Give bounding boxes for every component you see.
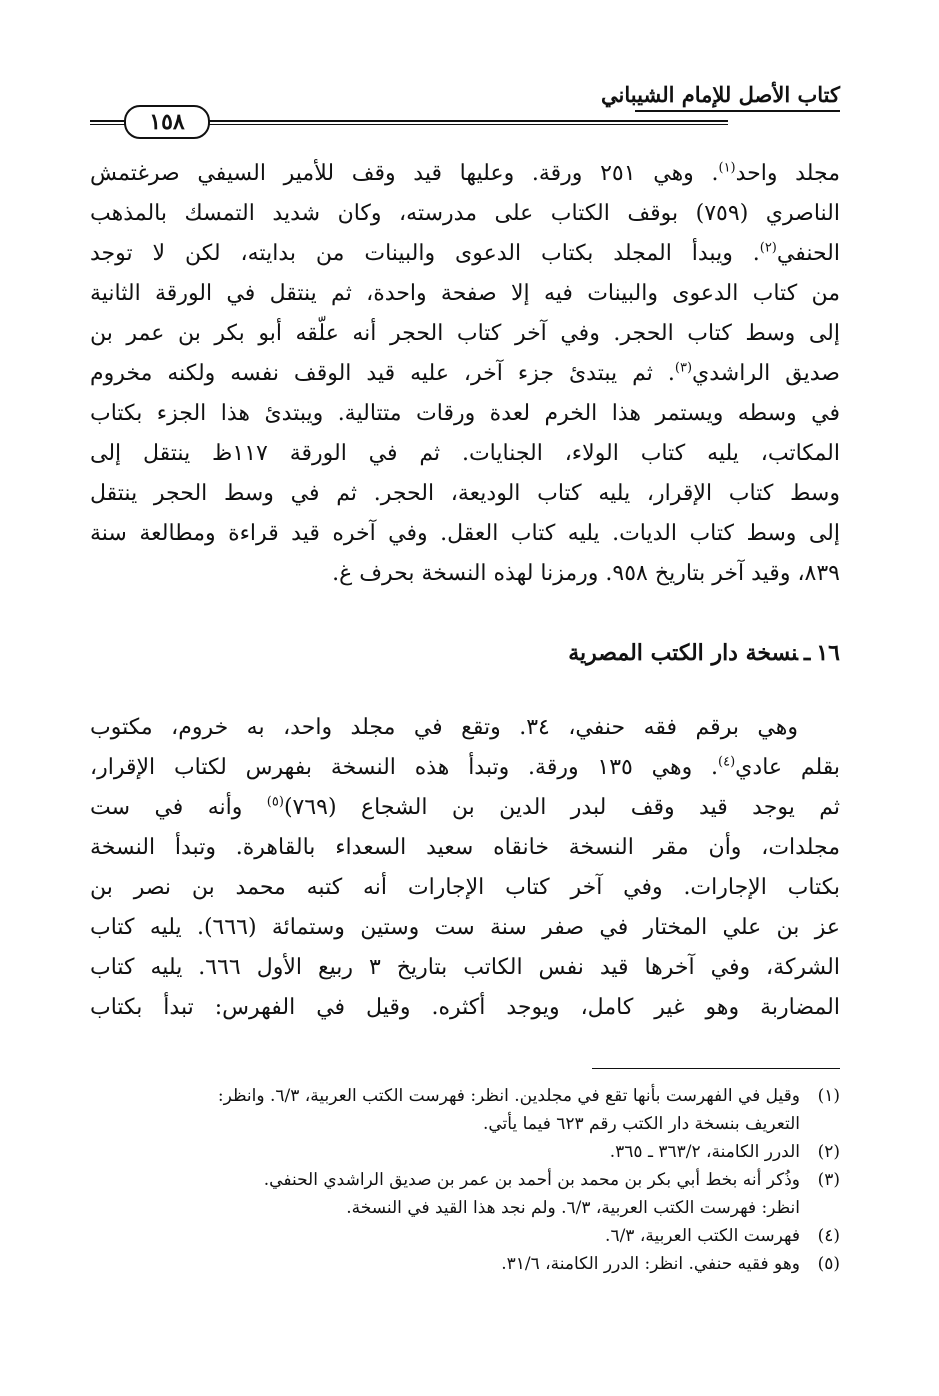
- text-line: صديق الراشدي$^{(٣)}$. ثم يبتدئ جزء آخر، عليه قيد الوقف نفسه ولكنه مخروم: [90, 360, 840, 386]
- running-title: كتاب الأصل للإمام الشيباني: [601, 82, 840, 107]
- section-heading: [568, 640, 840, 666]
- text-line: ٨٣٩، وقيد آخر بتاريخ ٩٥٨. ورمزنا لهذه النسخة بحرف غ.: [332, 561, 840, 586]
- footnote-text: الدرر الكامنة، ٣٦٣/٢ ـ ٣٦٥.: [609, 1142, 800, 1162]
- footnote-number: (٣): [817, 1170, 840, 1190]
- paragraph-egyptian-library: [90, 708, 840, 1028]
- book-page: [90, 60, 840, 1360]
- footnote-number: (٤): [817, 1226, 840, 1246]
- footnote-ref-4[interactable]: (٤): [718, 754, 736, 770]
- footnote-text: فهرست الكتب العربية، ٦/٣.: [605, 1226, 800, 1246]
- footnote-1: [90, 1082, 840, 1138]
- footnote-number: (٥): [817, 1254, 840, 1274]
- paragraph-manuscript-gh: [90, 154, 840, 594]
- text-line: وهي برقم فقه حنفي، ٣٤. وتقع في مجلد واحد، به خروم، مكتوب: [90, 715, 798, 740]
- text-line: الشركة، وفي آخرها قيد نفس الكاتب بتاريخ ٣ ربيع الأول ٦٦٦. يليه كتاب: [90, 955, 840, 980]
- footnote-ref-3[interactable]: (٣): [674, 360, 693, 376]
- section-dash: ـ: [803, 640, 811, 666]
- title-underline: [635, 110, 840, 112]
- footnote-3: [90, 1166, 840, 1222]
- text-line: وسط كتاب الإقرار، يليه كتاب الوديعة، الحجر. ثم في وسط الحجر ينتقل: [90, 481, 840, 506]
- text-line: في وسطه ويستمر هذا الخرم لعدة ورقات متتالية. ويبتدئ هذا الجزء بكتاب: [90, 401, 840, 426]
- section-number: ١٦: [816, 640, 840, 666]
- footnote-4: [90, 1222, 840, 1250]
- footnote-separator: [592, 1068, 840, 1069]
- footnote-2: [90, 1138, 840, 1166]
- text-line: الحنفي$^{(٢)}$. ويبدأ المجلد بكتاب الدعوى والبينات من بدايته، لكن لا توجد: [90, 240, 840, 266]
- footnote-ref-5[interactable]: (٥): [266, 794, 284, 810]
- text-line: المكاتب، يليه كتاب الولاء، الجنايات. ثم في الورقة ١١٧ظ ينتقل إلى: [90, 441, 840, 466]
- text-line: عز بن علي المختار في صفر سنة ست وستين وستمائة (٦٦٦). يليه كتاب: [90, 915, 840, 940]
- section-title: نسخة دار الكتب المصرية: [568, 640, 798, 666]
- text-line: ثم يوجد قيد وقف لبدر الدين بن الشجاع (٧٦٩)$^{(٥)}$ وأنه في ست: [90, 794, 840, 820]
- text-line: إلى وسط كتاب الحجر. وفي آخر كتاب الحجر أنه علّقه أبو بكر بن عمر بن: [90, 321, 840, 346]
- text-line: المضاربة وهو غير كامل، ويوجد أكثره. وقيل في الفهرس: تبدأ بكتاب: [90, 995, 840, 1020]
- footnote-text: وذُكر أنه بخط أبي بكر بن محمد بن أحمد بن عمر بن صديق الراشدي الحنفي. انظر: فهرست الكتب العربية، ٦/٣. ولم نجد هذا القيد في النسخة.: [263, 1170, 800, 1218]
- footnote-number: (١): [817, 1086, 840, 1106]
- text-line: بكتاب الإجارات. وفي آخر كتاب الإجارات أنه كتبه محمد بن نصر بن: [90, 875, 840, 900]
- footnotes: [90, 1082, 840, 1278]
- text-line: إلى وسط كتاب الديات. يليه كتاب العقل. وفي آخره قيد قراءة ومطالعة سنة: [90, 521, 840, 546]
- footnote-number: (٢): [817, 1142, 840, 1162]
- footnote-ref-1[interactable]: (١): [718, 160, 736, 176]
- text-line: مجلد واحد$^{(١)}$. وهي ٢٥١ ورقة. وعليها قيد وقف للأمير السيفي صرغتمش: [90, 160, 841, 186]
- text-line: بقلم عادي$^{(٤)}$. وهي ١٣٥ ورقة. وتبدأ هذه النسخة بفهرس لكتاب الإقرار،: [90, 754, 840, 780]
- footnote-ref-2[interactable]: (٢): [759, 240, 777, 256]
- footnote-text: وقيل في الفهرست بأنها تقع في مجلدين. انظر: فهرست الكتب العربية، ٦/٣. وانظر: التعريف بنسخة دار الكتب رقم ٦٢٣ فيما يأتي.: [217, 1086, 800, 1134]
- text-line: مجلدات، وأن مقر النسخة خانقاه سعيد السعداء بالقاهرة. وتبدأ النسخة: [90, 835, 840, 860]
- page-number-badge: ١٥٨: [124, 105, 210, 139]
- text-line: الناصري (٧٥٩) بوقف الكتاب على مدرسته، وكان شديد التمسك بالمذهب: [90, 201, 840, 226]
- footnote-text: وهو فقيه حنفي. انظر: الدرر الكامنة، ٣١/٦.: [501, 1254, 800, 1274]
- text-line: من كتاب الدعوى والبينات فيه إلا صفحة واحدة، ثم ينتقل في الورقة الثانية: [90, 281, 840, 306]
- footnote-5: [90, 1250, 840, 1278]
